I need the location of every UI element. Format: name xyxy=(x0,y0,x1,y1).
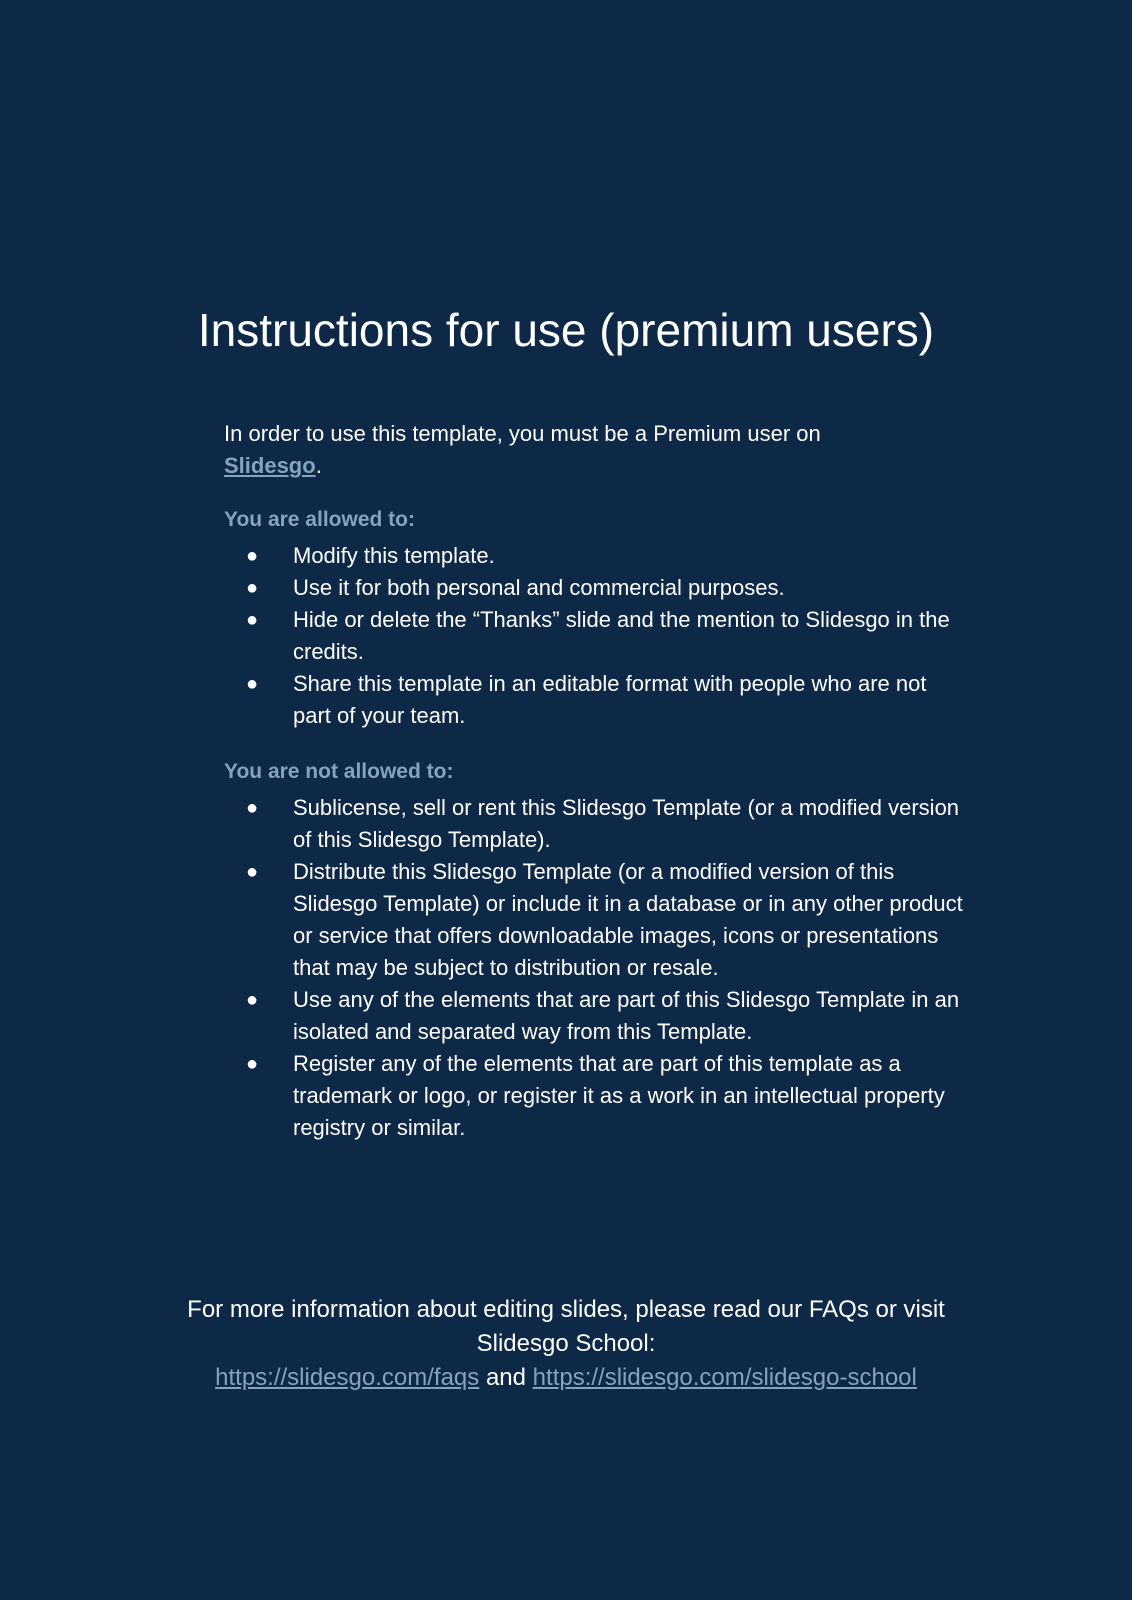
footer-section xyxy=(0,1293,1132,1395)
intro-paragraph xyxy=(224,418,964,482)
bullet-icon: ● xyxy=(246,609,259,631)
list-item-text: Register any of the elements that are part of this template as a trademark or logo, or register it as a work in an intellectual property registry or similar. xyxy=(293,1051,945,1140)
bullet-icon: ● xyxy=(246,989,259,1011)
list-item xyxy=(224,668,964,732)
list-item-text: Sublicense, sell or rent this Slidesgo Template (or a modified version of this Slidesgo Template). xyxy=(293,795,960,852)
list-item-text: Use any of the elements that are part of this Slidesgo Template in an isolated and separated way from this Template. xyxy=(293,987,960,1044)
intro-suffix: . xyxy=(315,453,322,478)
list-item-text: Share this template in an editable format with people who are not part of your team. xyxy=(293,671,927,728)
list-item-text: Hide or delete the “Thanks” slide and the mention to Slidesgo in the credits. xyxy=(293,607,950,664)
list-item xyxy=(224,984,964,1048)
list-item xyxy=(224,1048,964,1144)
list-item xyxy=(224,792,964,856)
bullet-icon: ● xyxy=(246,797,259,819)
slidesgo-school-link[interactable]: https://slidesgo.com/slidesgo-school xyxy=(532,1364,917,1391)
list-item xyxy=(224,540,964,572)
allowed-list xyxy=(224,540,964,732)
list-item xyxy=(224,604,964,668)
list-item xyxy=(224,856,964,984)
slidesgo-link[interactable]: Slidesgo xyxy=(224,453,316,478)
faqs-link[interactable]: https://slidesgo.com/faqs xyxy=(215,1364,480,1391)
bullet-icon: ● xyxy=(246,577,259,599)
allowed-heading: You are allowed to: xyxy=(224,508,415,531)
footer-links-line xyxy=(0,1361,1132,1395)
footer-conjunction: and xyxy=(485,1364,526,1391)
page-title: Instructions for use (premium users) xyxy=(197,304,935,356)
bullet-icon: ● xyxy=(246,545,259,567)
bullet-icon: ● xyxy=(246,1053,259,1075)
intro-text: In order to use this template, you must be a Premium user on xyxy=(224,421,821,446)
not-allowed-list xyxy=(224,792,964,1144)
not-allowed-heading: You are not allowed to: xyxy=(224,760,454,783)
list-item-text: Modify this template. xyxy=(293,543,495,568)
bullet-icon: ● xyxy=(246,861,259,883)
list-item-text: Distribute this Slidesgo Template (or a modified version of this Slidesgo Template) or include it in a database or in any other product or service that offers downloadable images, icons or presentations that may be subject to distribution or resale. xyxy=(293,859,963,980)
footer-text: For more information about editing slides, please read our FAQs or visit Slidesgo School: xyxy=(187,1296,945,1357)
list-item-text: Use it for both personal and commercial purposes. xyxy=(293,575,785,600)
footer-paragraph xyxy=(0,1293,1132,1395)
content-section xyxy=(224,418,964,1144)
list-item xyxy=(224,572,964,604)
bullet-icon: ● xyxy=(246,673,259,695)
